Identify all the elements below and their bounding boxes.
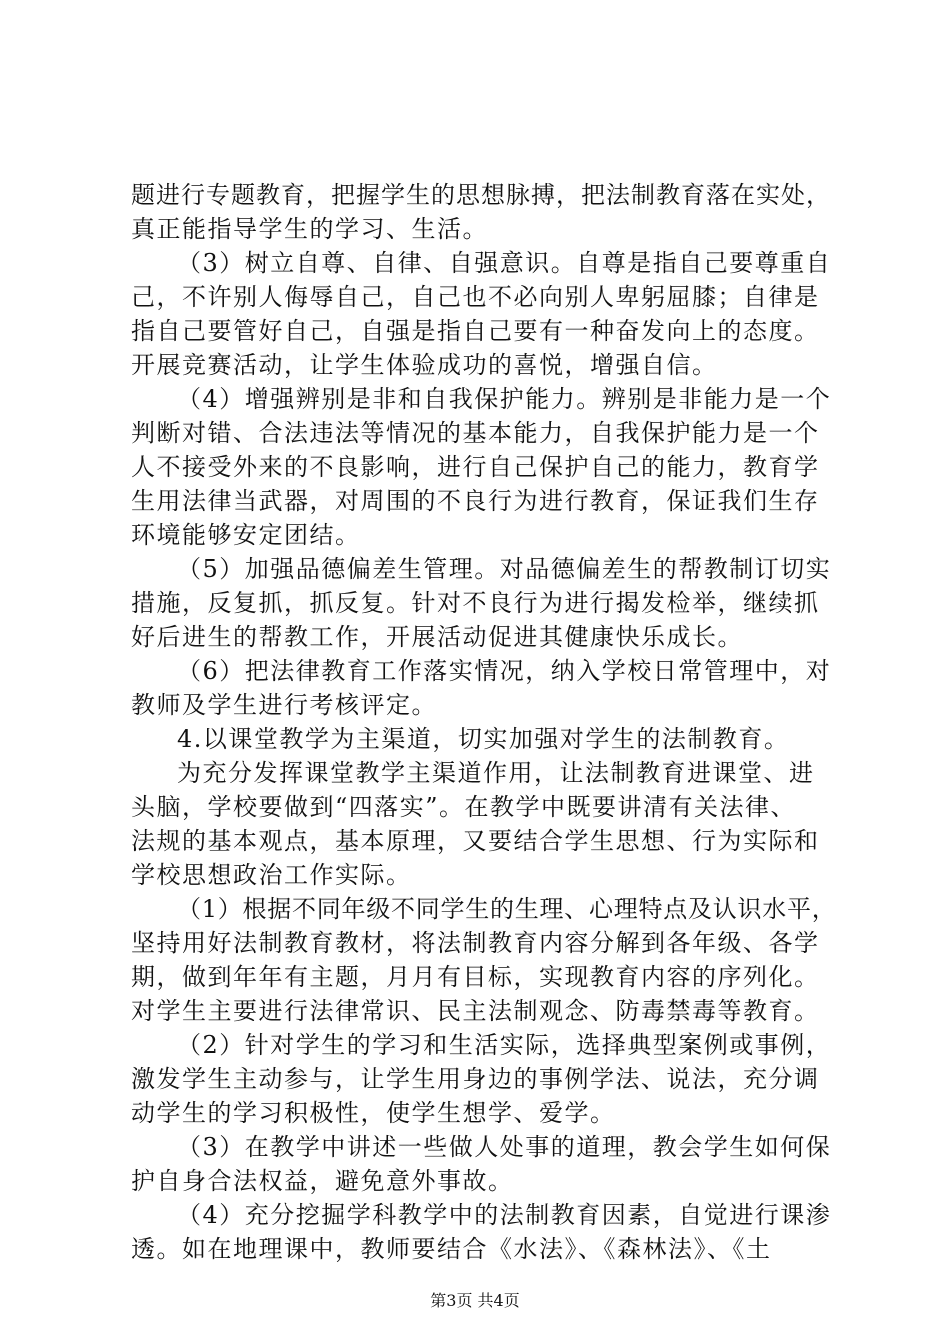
text-line: （3）树立自尊、自律、自强意识。自尊是指自己要尊重自 bbox=[177, 249, 832, 277]
text-line: 人不接受外来的不良影响，进行自己保护自己的能力，教育学 bbox=[131, 453, 820, 481]
section-heading: 4.以课堂教学为主渠道，切实加强对学生的法制教育。 bbox=[177, 725, 790, 753]
text-line: 环境能够安定团结。 bbox=[131, 521, 361, 549]
text-line: 法规的基本观点，基本原理，又要结合学生思想、行为实际和 bbox=[131, 827, 820, 855]
text-line: 学校思想政治工作实际。 bbox=[131, 861, 412, 889]
text-line: 动学生的学习积极性，使学生想学、爱学。 bbox=[131, 1099, 616, 1127]
text-line: 护自身合法权益，避免意外事故。 bbox=[131, 1167, 514, 1195]
text-line: 教师及学生进行考核评定。 bbox=[131, 691, 437, 719]
text-line: （5）加强品德偏差生管理。对品德偏差生的帮教制订切实 bbox=[177, 555, 832, 583]
text-line: （4）增强辨别是非和自我保护能力。辨别是非能力是一个 bbox=[177, 385, 832, 413]
text-line: 头脑，学校要做到“四落实”。在教学中既要讲清有关法律、 bbox=[131, 793, 797, 821]
text-line: 题进行专题教育，把握学生的思想脉搏，把法制教育落在实处， bbox=[131, 181, 831, 209]
text-line: 己，不许别人侮辱自己，自己也不必向别人卑躬屈膝；自律是 bbox=[131, 283, 820, 311]
text-line: 开展竞赛活动，让学生体验成功的喜悦，增强自信。 bbox=[131, 351, 718, 379]
text-line: （4）充分挖掘学科教学中的法制教育因素，自觉进行课渗 bbox=[177, 1201, 832, 1229]
text-line: 透。如在地理课中，教师要结合《水法》、《森林法》、《土 bbox=[131, 1235, 772, 1263]
text-line: 为充分发挥课堂教学主渠道作用，让法制教育进课堂、进 bbox=[177, 759, 815, 787]
text-line: 生用法律当武器，对周围的不良行为进行教育，保证我们生存 bbox=[131, 487, 820, 515]
text-line: 真正能指导学生的学习、生活。 bbox=[131, 215, 488, 243]
text-line: 期，做到年年有主题，月月有目标，实现教育内容的序列化。 bbox=[131, 963, 820, 991]
text-line: 激发学生主动参与，让学生用身边的事例学法、说法，充分调 bbox=[131, 1065, 820, 1093]
text-line: （1）根据不同年级不同学生的生理、心理特点及认识水平， bbox=[177, 895, 837, 923]
page-number-footer: 第3页 共4页 bbox=[430, 1291, 520, 1310]
text-line: 判断对错、合法违法等情况的基本能力，自我保护能力是一个 bbox=[131, 419, 820, 447]
text-line: （6）把法律教育工作落实情况，纳入学校日常管理中，对 bbox=[177, 657, 832, 685]
text-line: 对学生主要进行法律常识、民主法制观念、防毒禁毒等教育。 bbox=[131, 997, 820, 1025]
text-line: 措施，反复抓，抓反复。针对不良行为进行揭发检举，继续抓 bbox=[131, 589, 820, 617]
text-line: （2）针对学生的学习和生活实际，选择典型案例或事例， bbox=[177, 1031, 832, 1059]
text-line: 指自己要管好自己，自强是指自己要有一种奋发向上的态度。 bbox=[131, 317, 820, 345]
text-line: 坚持用好法制教育教材，将法制教育内容分解到各年级、各学 bbox=[131, 929, 820, 957]
text-line: （3）在教学中讲述一些做人处事的道理，教会学生如何保 bbox=[177, 1133, 832, 1161]
text-line: 好后进生的帮教工作，开展活动促进其健康快乐成长。 bbox=[131, 623, 743, 651]
